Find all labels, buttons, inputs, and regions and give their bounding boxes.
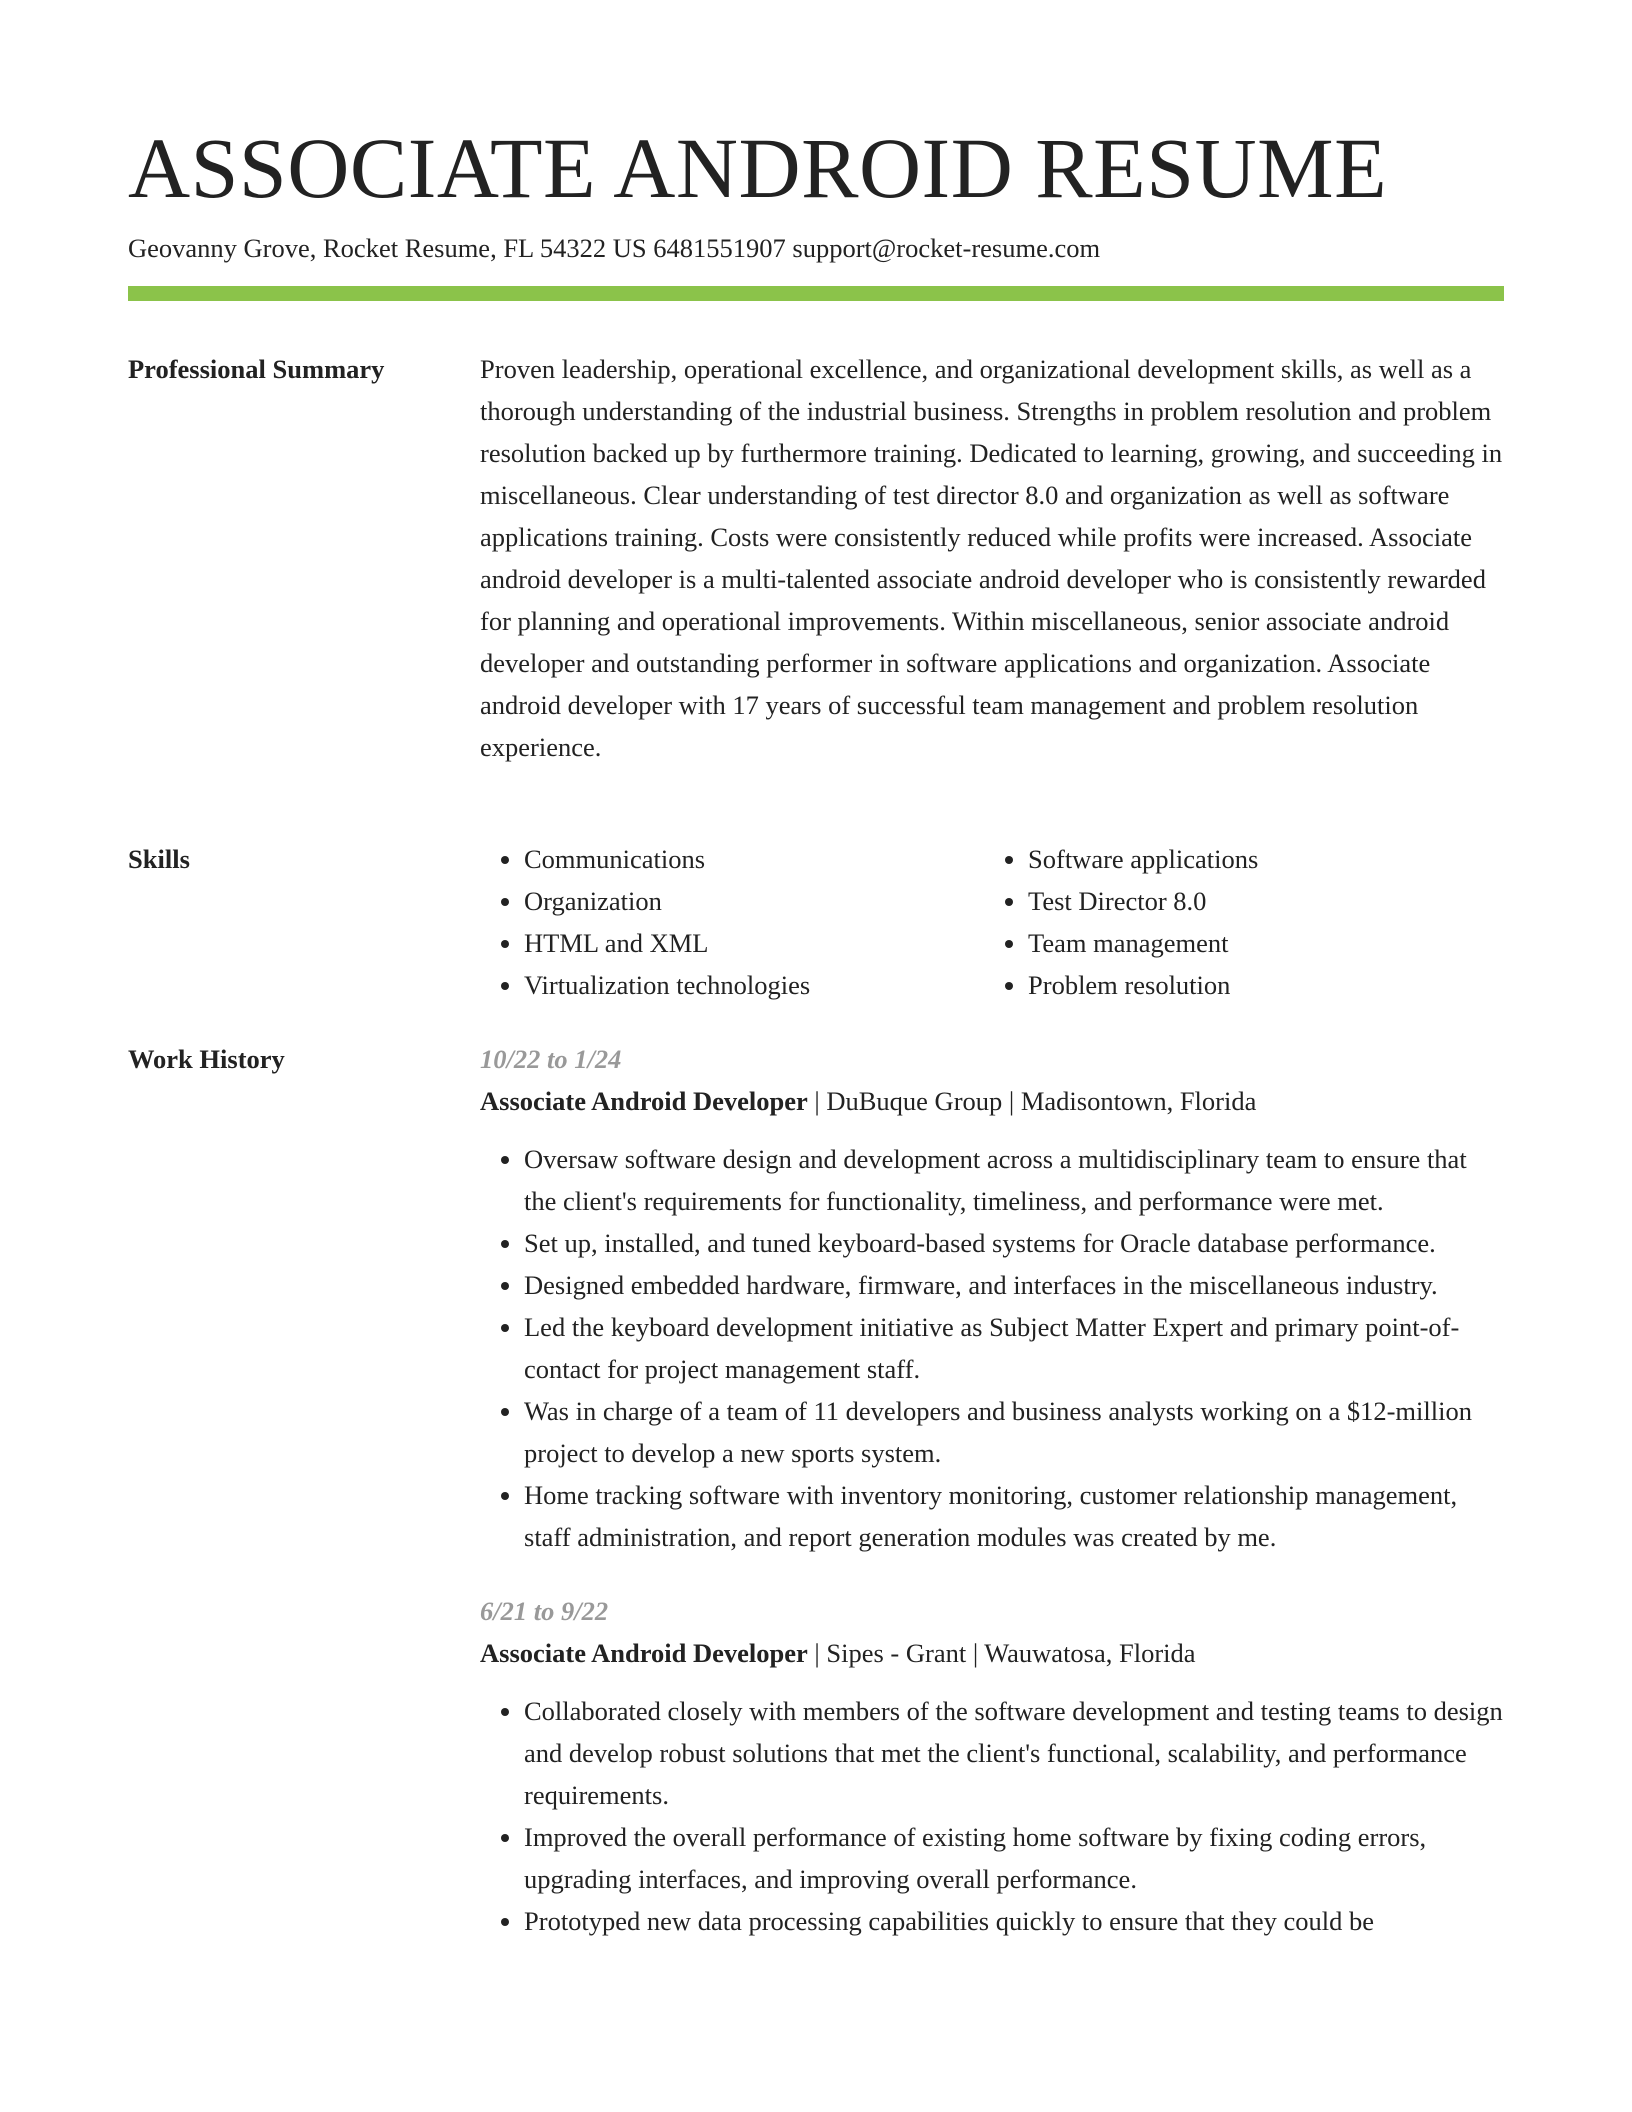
skills-section: [480, 838, 1504, 1006]
work-history-label: Work History: [128, 1044, 285, 1074]
job-bullet: • Set up, installed, and tuned keyboard-based systems for Oracle database performance.: [524, 1222, 1504, 1264]
job-bullet: • Oversaw software design and development across a multidisciplinary team to ensure that the client's requirements for functionality, timeliness, and performance were met.: [524, 1138, 1504, 1222]
skill-item: • Organization: [524, 880, 810, 922]
skill-item: • Test Director 8.0: [1028, 880, 1258, 922]
job-bullet: • Collaborated closely with members of the software development and testing teams to design and develop robust solutions that met the client's functional, scalability, and performance requirements.: [524, 1690, 1504, 1816]
summary-label: Professional Summary: [128, 354, 385, 384]
job-bullet: • Home tracking software with inventory monitoring, customer relationship management, staff administration, and report generation modules was created by me.: [524, 1474, 1504, 1558]
job-bullets: [480, 1138, 1504, 1558]
skill-item: • Software applications: [1028, 838, 1258, 880]
work-history-section: [480, 1038, 1504, 1942]
skill-item: • HTML and XML: [524, 922, 810, 964]
job-dates: 6/21 to 9/22: [480, 1596, 609, 1626]
job-title: Associate Android Developer: [480, 1638, 808, 1668]
header-divider: [128, 286, 1504, 301]
skill-item: • Virtualization technologies: [524, 964, 810, 1006]
job-dates: 10/22 to 1/24: [480, 1044, 622, 1074]
job-bullet: • Designed embedded hardware, firmware, and interfaces in the miscellaneous industry.: [524, 1264, 1504, 1306]
job-bullet: • Improved the overall performance of existing home software by fixing coding errors, upgrading interfaces, and improving overall performance.: [524, 1816, 1504, 1900]
skills-list-left: [480, 838, 810, 1006]
job-bullet: • Was in charge of a team of 11 developers and business analysts working on a $12-million project to develop a new sports system.: [524, 1390, 1504, 1474]
skill-item: • Problem resolution: [1028, 964, 1258, 1006]
skill-item: • Communications: [524, 838, 810, 880]
skills-list-right: [984, 838, 1258, 1006]
job-company-location: | DuBuque Group | Madisontown, Florida: [807, 1086, 1257, 1116]
job-entry: [480, 1038, 1504, 1558]
job-bullets: [480, 1690, 1504, 1942]
skills-label: Skills: [128, 844, 190, 874]
job-company-location: | Sipes - Grant | Wauwatosa, Florida: [807, 1638, 1196, 1668]
job-bullet: • Led the keyboard development initiative as Subject Matter Expert and primary point-of-contact for project management staff.: [524, 1306, 1504, 1390]
skill-item: • Team management: [1028, 922, 1258, 964]
job-bullet: • Prototyped new data processing capabilities quickly to ensure that they could be: [524, 1900, 1504, 1942]
summary-section: [480, 348, 1504, 768]
job-title: Associate Android Developer: [480, 1086, 808, 1116]
resume-title: ASSOCIATE ANDROID RESUME: [128, 120, 1388, 216]
job-entry: [480, 1590, 1504, 1942]
summary-text: Proven leadership, operational excellence, and organizational development skills, as well as a thorough understanding of the industrial business. Strengths in problem resolution and problem resolution backed up by furthermore training. Dedicated to learning, growing, and succeeding in miscellaneous. Clear understanding of test director 8.0 and organization as well as software applications training. Costs were consistently reduced while profits were increased. Associate android developer is a multi-talented associate android developer who is consistently rewarded for planning and operational improvements. Within miscellaneous, senior associate android developer and outstanding performer in software applications and organization. Associate android developer with 17 years of successful team management and problem resolution experience.: [480, 354, 1503, 762]
job-heading: [480, 1632, 1504, 1674]
job-heading: [480, 1080, 1504, 1122]
contact-line: Geovanny Grove, Rocket Resume, FL 54322 US 6481551907 support@rocket-resume.com: [128, 233, 1101, 263]
